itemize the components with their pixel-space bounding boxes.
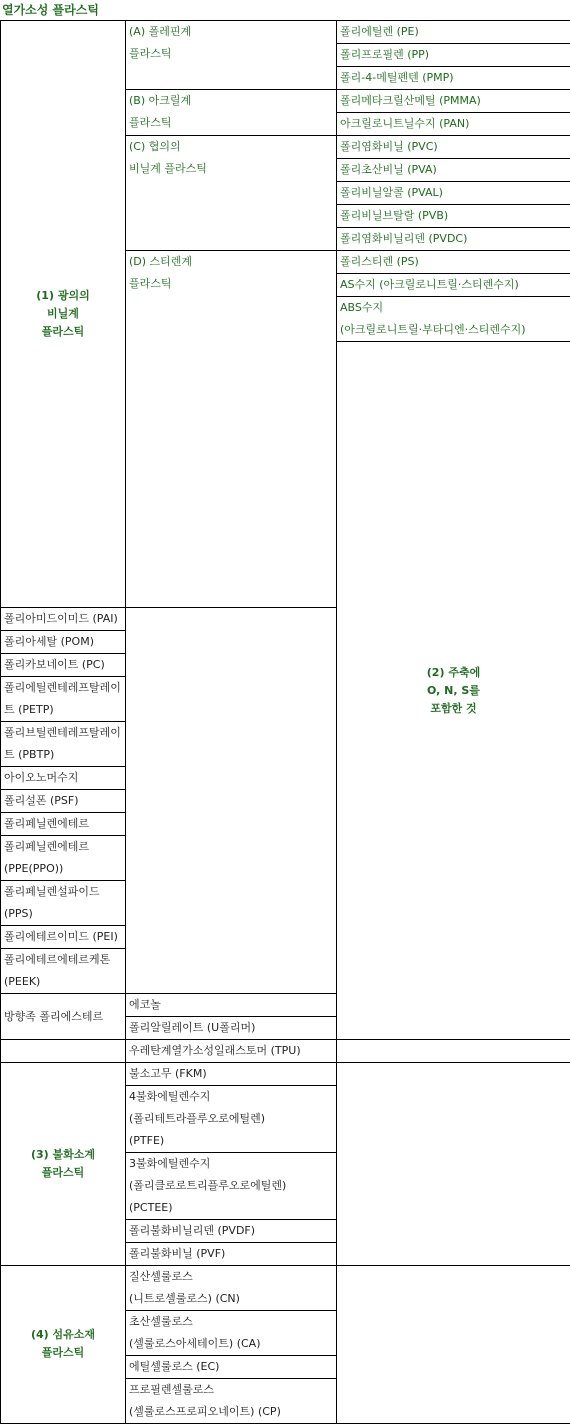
list-item: 폴리설폰 (PSF): [1, 790, 126, 813]
list-item: 폴리초산비닐 (PVA): [337, 159, 570, 182]
list-item: 아이오노머수지: [1, 767, 126, 790]
group-label-1: (1) 광의의 비닐계 플라스틱: [1, 21, 126, 608]
list-item: 폴리프로필렌 (PP): [337, 44, 570, 67]
empty-cell: [337, 1039, 570, 1062]
thermoplastic-classification-table: [0, 20, 570, 1040]
list-item: 폴리불화비닐리덴 (PVDF): [126, 1219, 337, 1242]
list-item: 초산셀룰로스 (셀룰로스아세테이트) (CA): [126, 1310, 337, 1355]
list-item: 폴리아미드이미드 (PAI): [1, 608, 126, 631]
list-item: 폴리에테르이미드 (PEI): [1, 926, 126, 949]
list-item: 폴리아세탈 (POM): [1, 631, 126, 654]
list-item: 불소고무 (FKM): [126, 1062, 337, 1085]
empty-cell: [126, 608, 337, 994]
list-item: 폴리페닐렌에테르 (PPE(PPO)): [1, 836, 126, 881]
list-item: 폴리페닐렌에테르: [1, 813, 126, 836]
list-item: 폴리비닐알콜 (PVAL): [337, 182, 570, 205]
table-row: [1, 21, 570, 44]
list-item: 폴리염화비닐리덴 (PVDC): [337, 228, 570, 251]
list-item: 폴리알릴레이트 (U폴리머): [126, 1017, 337, 1040]
list-item: 폴리염화비닐 (PVC): [337, 136, 570, 159]
list-item: 프로필렌셀룰로스 (셀룰로스프로피오네이트) (CP): [126, 1378, 337, 1423]
list-item: 폴리-4-메틸펜텐 (PMP): [337, 67, 570, 90]
list-item: 3불화에틸렌수지 (폴리클로로트리플루오로에틸렌) (PCTEE): [126, 1152, 337, 1219]
subgroup-label-c: (C) 협의의 비닐계 플라스틱: [126, 136, 337, 251]
list-item: 폴리에테르에테르케톤 (PEEK): [1, 949, 126, 994]
subgroup-label-d: (D) 스티렌계 플라스틱: [126, 251, 337, 608]
list-item: 폴리메타크릴산메틸 (PMMA): [337, 90, 570, 113]
group-label-3: (3) 불화소계 플라스틱: [1, 1062, 126, 1265]
list-item: 폴리에틸렌테레프탈레이트 (PETP): [1, 677, 126, 722]
empty-cell: [337, 1265, 570, 1423]
subgroup-label-b: (B) 아크릴계 플라스틱: [126, 90, 337, 136]
list-item: 폴리페닐렌설파이드 (PPS): [1, 881, 126, 926]
list-item: 우레탄계열가소성일래스토머 (TPU): [126, 1039, 337, 1062]
thermoplastic-classification-table-cont: [0, 1039, 570, 1424]
empty-cell: [337, 1062, 570, 1265]
list-item: 폴리스티렌 (PS): [337, 251, 570, 274]
list-item: 4불화에틸렌수지 (폴리테트라플루오로에틸렌) (PTFE): [126, 1085, 337, 1152]
list-item: 아크릴로니트닐수지 (PAN): [337, 113, 570, 136]
page-title: 열가소성 플라스틱: [0, 0, 570, 20]
list-item: 에틸셀룰로스 (EC): [126, 1355, 337, 1378]
list-item: ABS수지 (아크릴로니트릴·부타디엔·스티렌수지): [337, 297, 570, 342]
group-label-2: (2) 주축에 O, N, S를 포함한 것: [337, 342, 570, 1040]
group-label-4: (4) 섬유소재 플라스틱: [1, 1265, 126, 1423]
list-item: 폴리에틸렌 (PE): [337, 21, 570, 44]
list-item: AS수지 (아크릴로니트릴·스티렌수지): [337, 274, 570, 297]
list-item: 방향족 폴리에스테르: [1, 994, 126, 1040]
list-item: 질산셀룰로스 (니트로셀룰로스) (CN): [126, 1265, 337, 1310]
list-item: 폴리브틸렌테레프탈레이트 (PBTP): [1, 722, 126, 767]
list-item: 폴리비닐브탈랄 (PVB): [337, 205, 570, 228]
empty-cell: [1, 1039, 126, 1062]
list-item: 폴리카보네이트 (PC): [1, 654, 126, 677]
list-item: 폴리불화비닐 (PVF): [126, 1242, 337, 1265]
list-item: 에코놀: [126, 994, 337, 1017]
subgroup-label-a: (A) 폴레핀계 플라스틱: [126, 21, 337, 90]
